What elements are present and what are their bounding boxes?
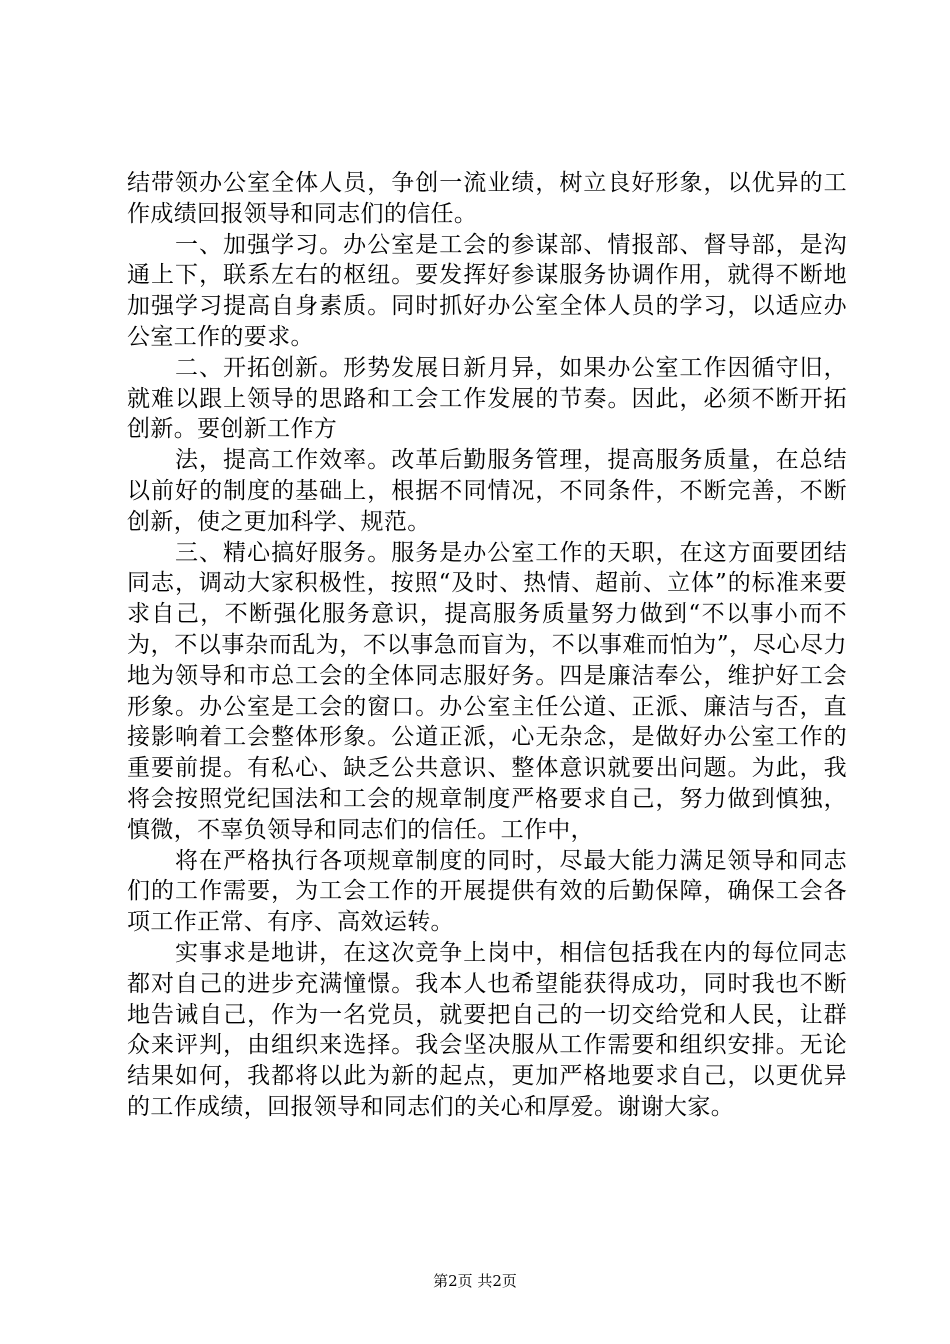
- paragraph-3: 二、开拓创新。形势发展日新月异，如果办公室工作因循守旧，就难以跟上领导的思路和工会工作发展的节奏。因此，必须不断开拓创新。要创新工作方: [127, 354, 847, 443]
- paragraph-6: 将在严格执行各项规章制度的同时，尽最大能力满足领导和同志们的工作需要，为工会工作的开展提供有效的后勤保障，确保工会各项工作正常、有序、高效运转。: [127, 847, 847, 936]
- paragraph-7: 实事求是地讲，在这次竞争上岗中，相信包括我在内的每位同志都对自己的进步充满憧憬。我本人也希望能获得成功，同时我也不断地告诫自己，作为一名党员，就要把自己的一切交给党和人民，让群众来评判，由组织来选择。我会坚决服从工作需要和组织安排。无论结果如何，我都将以此为新的起点，更加严格地要求自己，以更优异的工作成绩，回报领导和同志们的关心和厚爱。谢谢大家。: [127, 939, 847, 1120]
- paragraph-4: 法，提高工作效率。改革后勤服务管理，提高服务质量，在总结以前好的制度的基础上，根据不同情况，不同条件，不断完善，不断创新，使之更加科学、规范。: [127, 447, 847, 535]
- document-body: [127, 168, 847, 1123]
- page-footer: 第2页 共2页: [433, 1272, 517, 1290]
- paragraph-1: 结带领办公室全体人员，争创一流业绩，树立良好形象，以优异的工作成绩回报领导和同志们的信任。: [127, 170, 847, 227]
- paragraph-2: 一、加强学习。办公室是工会的参谋部、情报部、督导部，是沟通上下，联系左右的枢纽。要发挥好参谋服务协调作用，就得不断地加强学习提高自身素质。同时抓好办公室全体人员的学习，以适应办公室工作的要求。: [127, 231, 847, 350]
- paragraph-5: 三、精心搞好服务。服务是办公室工作的天职，在这方面要团结同志，调动大家积极性，按照“及时、热情、超前、立体”的标准来要求自己，不断强化服务意识，提高服务质量努力做到“不以事小而不为，不以事杂而乱为，不以事急而盲为，不以事难而怕为”，尽心尽力地为领导和市总工会的全体同志服好务。四是廉洁奉公，维护好工会形象。办公室是工会的窗口。办公室主任公道、正派、廉洁与否，直接影响着工会整体形象。公道正派，心无杂念，是做好办公室工作的重要前提。有私心、缺乏公共意识、整体意识就要出问题。为此，我将会按照党纪国法和工会的规章制度严格要求自己，努力做到慎独，慎微，不辜负领导和同志们的信任。工作中，: [127, 539, 847, 843]
